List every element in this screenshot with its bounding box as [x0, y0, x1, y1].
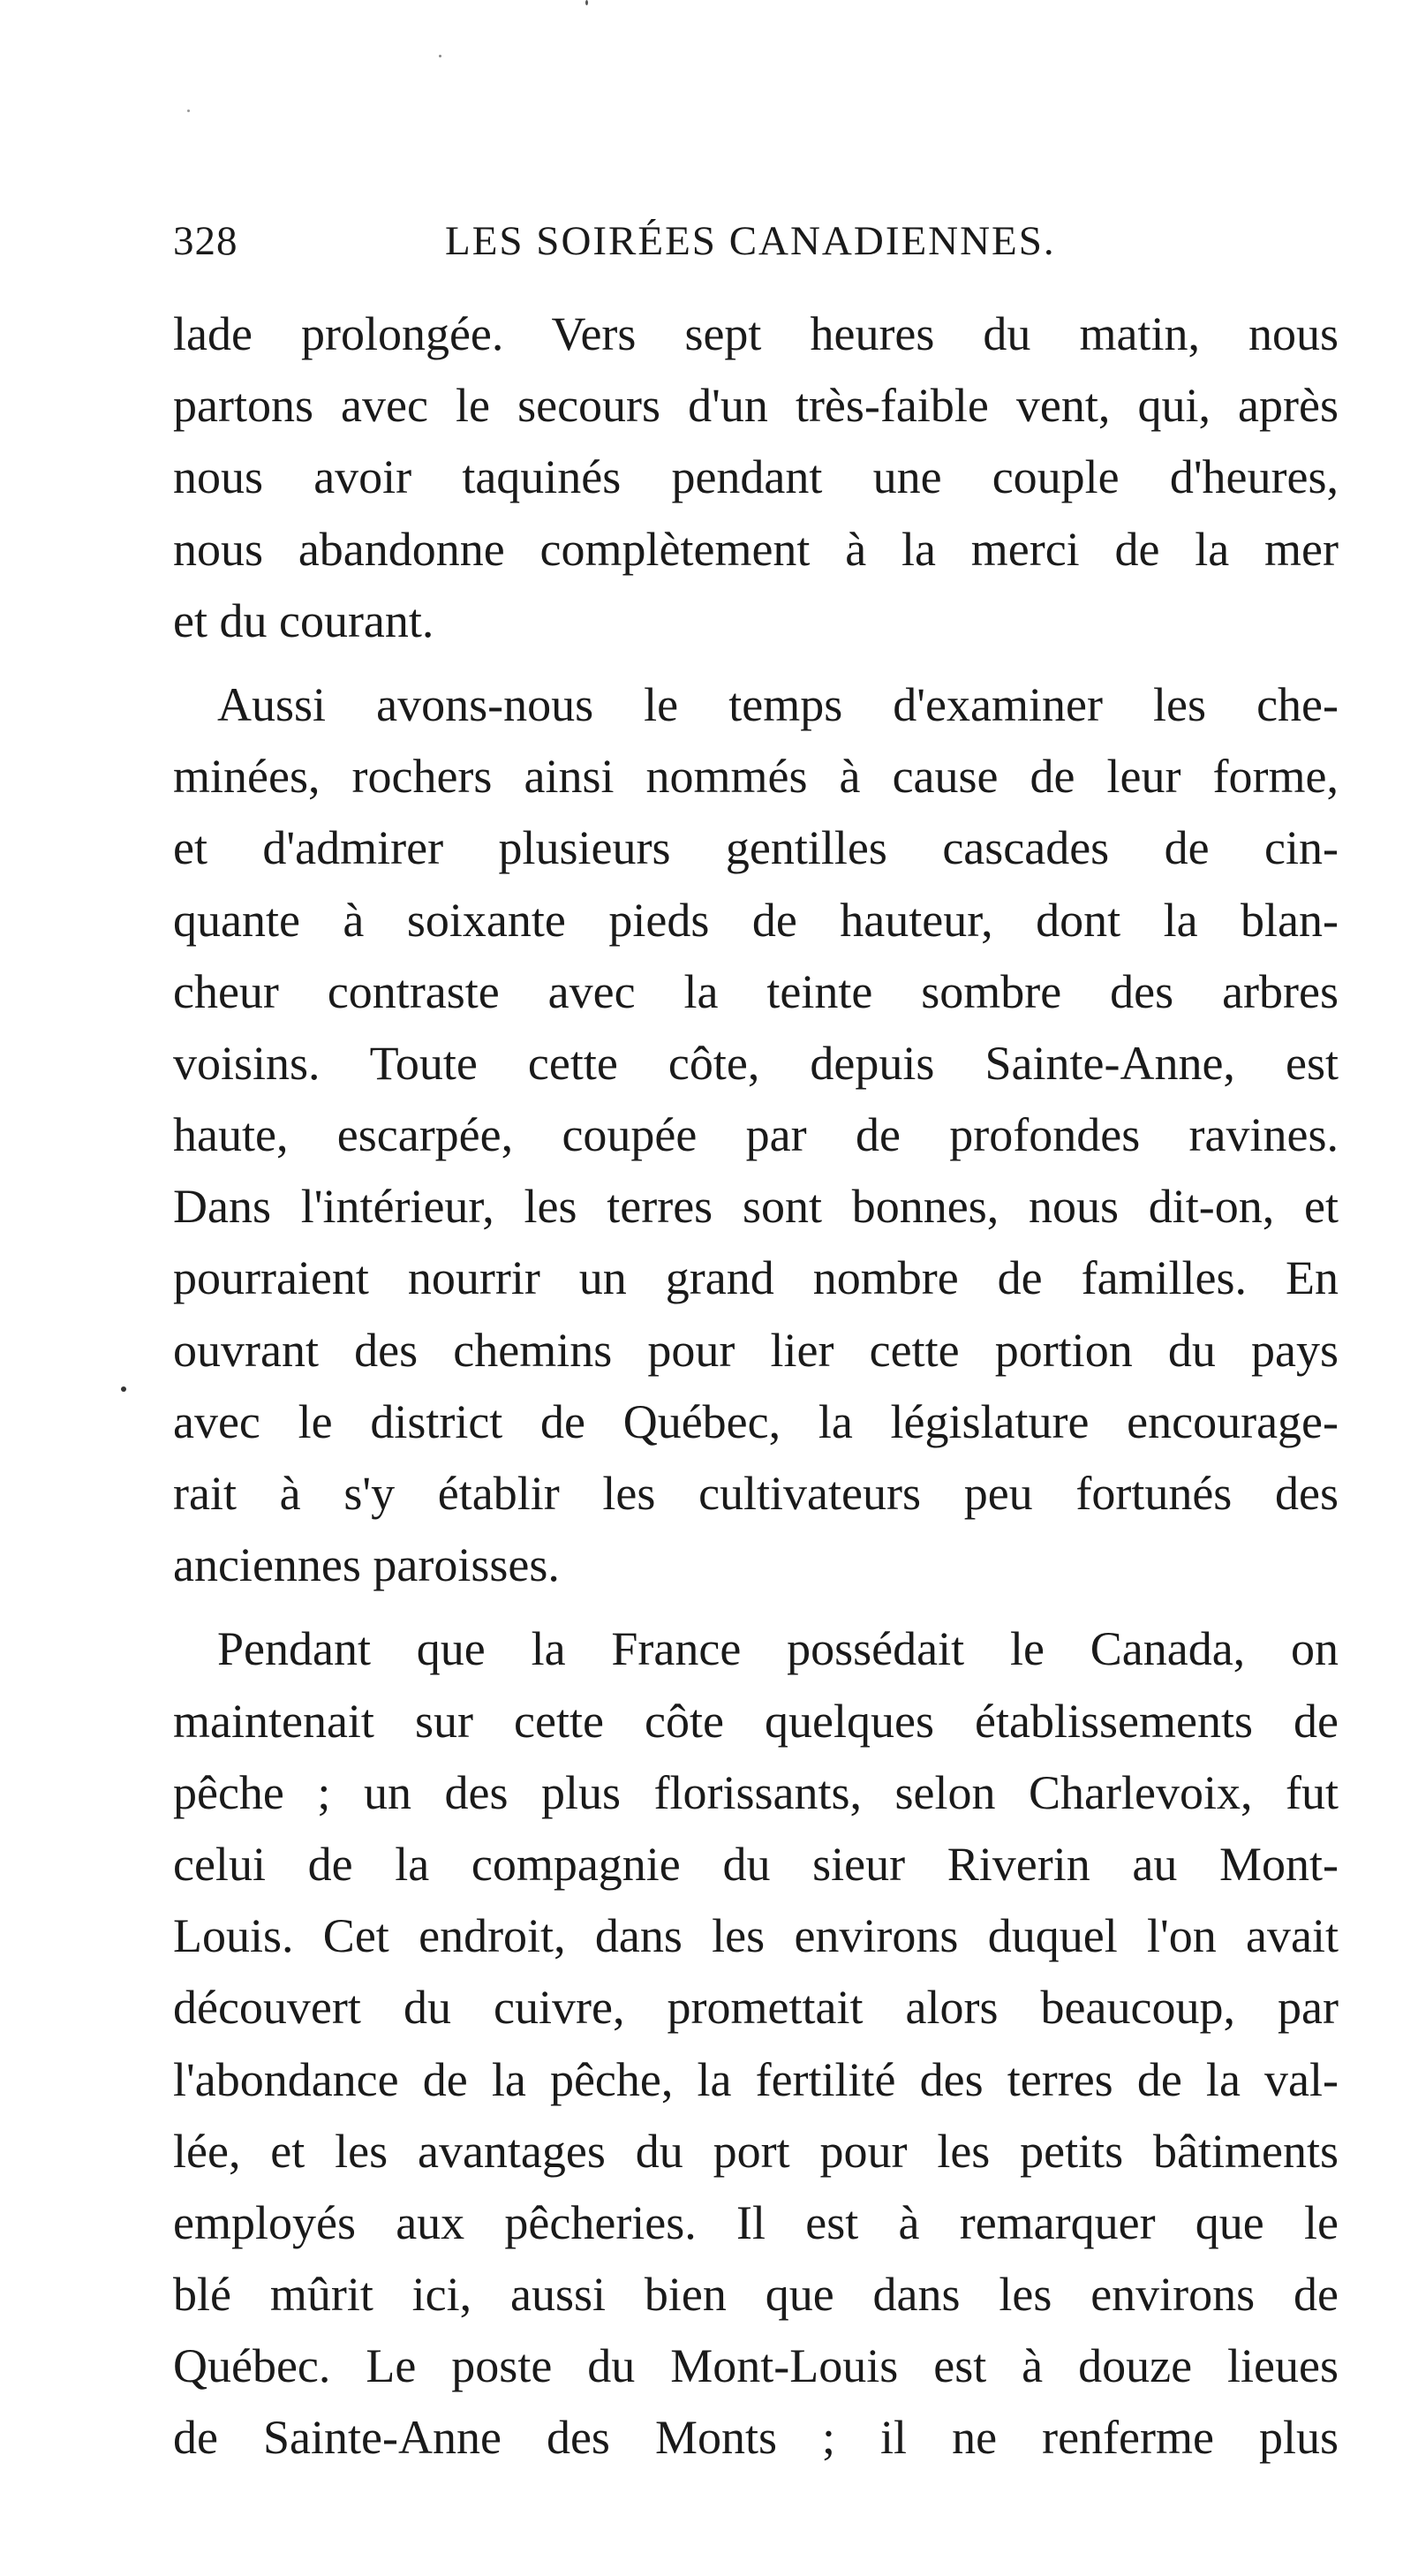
paragraph-2 [173, 669, 1339, 1601]
body-text [173, 298, 1339, 2474]
ink-speck [121, 1386, 126, 1392]
text-line: quante à soixante pieds de hauteur, dont la blan- [173, 893, 1339, 947]
text-line: nous abandonne complètement à la merci de la mer [173, 522, 1339, 576]
text-line: partons avec le secours d'un très-faible vent, qui, après [173, 379, 1339, 433]
text-line: pourraient nourrir un grand nombre de familles. En [173, 1251, 1339, 1305]
text-line: lée, et les avantages du port pour les petits bâtiments [173, 2124, 1339, 2178]
text-line: rait à s'y établir les cultivateurs peu fortunés des [173, 1467, 1339, 1520]
text-line: employés aux pêcheries. Il est à remarquer que le [173, 2195, 1339, 2249]
text-line: découvert du cuivre, promettait alors beaucoup, par [173, 1981, 1339, 2035]
text-line: Québec. Le poste du Mont-Louis est à douze lieues [173, 2339, 1339, 2393]
text-line: celui de la compagnie du sieur Riverin au Mont- [173, 1837, 1339, 1891]
text-line: l'abondance de la pêche, la fertilité des terres de la val- [173, 2052, 1339, 2106]
text-line: maintenait sur cette côte quelques établissements de [173, 1694, 1339, 1748]
text-line: lade prolongée. Vers sept heures du matin, nous [173, 307, 1339, 360]
running-title: LES SOIRÉES CANADIENNES. [445, 218, 1056, 264]
text-line: et d'admirer plusieurs gentilles cascades de cin- [173, 821, 1339, 875]
running-head [173, 217, 1365, 270]
paragraph-3 [173, 1613, 1339, 2474]
text-line: Aussi avons-nous le temps d'examiner les che- [217, 677, 1339, 731]
ink-speck [585, 0, 588, 5]
text-line: nous avoir taquinés pendant une couple d'heures, [173, 450, 1339, 504]
text-line: Pendant que la France possédait le Canada, on [217, 1622, 1339, 1676]
text-line: ouvrant des chemins pour lier cette portion du pays [173, 1323, 1339, 1377]
ink-speck [439, 55, 441, 57]
text-line: pêche ; un des plus florissants, selon Charlevoix, fut [173, 1765, 1339, 1819]
text-line: haute, escarpée, coupée par de profondes ravines. [173, 1108, 1339, 1162]
page-number: 328 [173, 218, 238, 264]
text-line: Louis. Cet endroit, dans les environs duquel l'on avait [173, 1909, 1339, 1963]
text-line: de Sainte-Anne des Monts ; il ne renferme plus [173, 2411, 1339, 2465]
paragraph-1 [173, 298, 1339, 657]
text-line: Dans l'intérieur, les terres sont bonnes, nous dit-on, et [173, 1180, 1339, 1234]
text-line: voisins. Toute cette côte, depuis Sainte-Anne, est [173, 1036, 1339, 1090]
ink-speck [187, 110, 190, 112]
text-line: avec le district de Québec, la législature encourage- [173, 1394, 1339, 1448]
text-line: minées, rochers ainsi nommés à cause de leur forme, [173, 750, 1339, 804]
text-line: anciennes paroisses. [173, 1538, 560, 1592]
text-line: blé mûrit ici, aussi bien que dans les environs de [173, 2268, 1339, 2322]
text-line: et du courant. [173, 593, 434, 647]
text-line: cheur contraste avec la teinte sombre des arbres [173, 964, 1339, 1018]
